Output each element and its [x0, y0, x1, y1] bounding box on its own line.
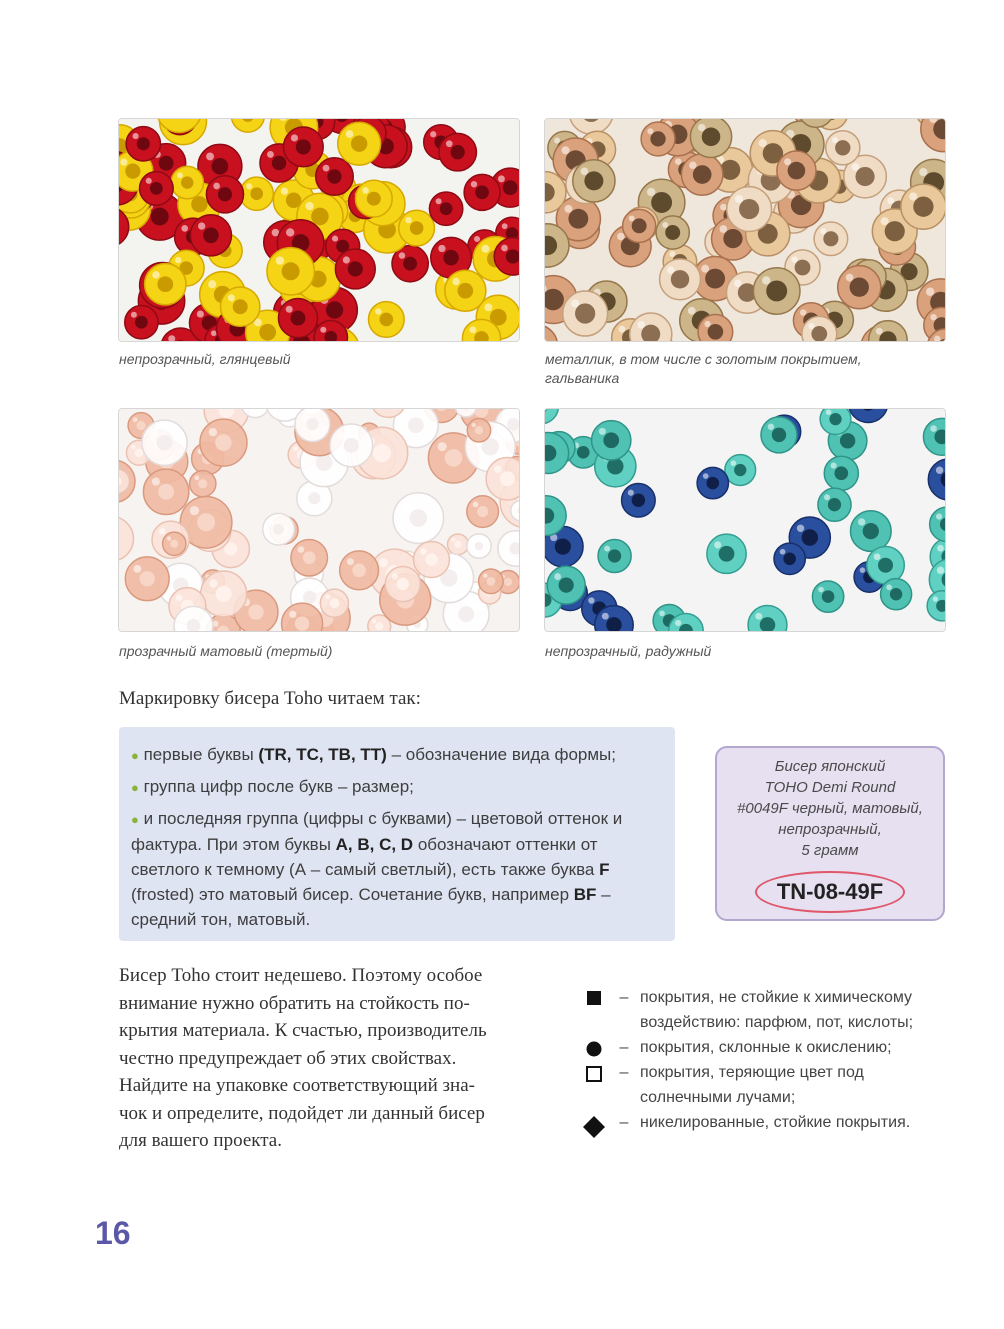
marking-rule-2	[131, 774, 657, 800]
filled-circle-icon	[586, 1041, 602, 1057]
page-number: 16	[95, 1215, 131, 1251]
intro-heading: Маркировку бисера Toho читаем так:	[119, 688, 421, 709]
label-line-3: #0049F черный, матовый,	[737, 800, 923, 817]
rule-3-text-c: обозначают оттенки от светлого к темному (А – самый светлый), есть также буква	[131, 835, 600, 879]
body-line-1: Бисер Toho стоит недешево. Поэтому особое	[119, 965, 483, 986]
legend-text: покрытия, склонные к окислению;	[640, 1039, 892, 1056]
body-line-3: крытия материала. К счастью, производитель	[119, 1020, 487, 1041]
toho-label-card	[715, 746, 945, 921]
legend-dash: –	[619, 1064, 629, 1081]
photo-opaque-glossy-beads	[118, 118, 520, 342]
marking-info-box	[119, 727, 675, 941]
rule-1-text-bold: (TR, TC, TB, TT)	[258, 745, 387, 764]
bullet-icon: ●	[131, 780, 139, 795]
legend-item	[580, 1035, 960, 1060]
rule-1-text-a: первые буквы	[143, 745, 259, 764]
photo-opaque-rainbow-beads	[544, 408, 946, 632]
legend-dash: –	[619, 1039, 629, 1056]
caption-metallic	[545, 350, 862, 388]
body-line-6: чок и определите, подойдет ли данный бисер	[119, 1102, 485, 1124]
caption-opaque-rainbow: непрозрачный, радужный	[545, 643, 712, 659]
legend-item	[580, 1110, 960, 1138]
marking-rule-3	[131, 806, 657, 932]
legend-item	[580, 1060, 960, 1110]
caption-metallic-line-1: металлик, в том числе с золотым покрытием,	[545, 351, 862, 367]
rule-3-text-a: и последняя группа (цифры с буквами) – цветовой оттенок и фактура. При этом буквы	[131, 809, 623, 854]
coating-legend	[580, 985, 960, 1138]
body-line-7: для вашего проекта.	[119, 1130, 282, 1151]
label-code: TN-08-49F	[755, 871, 905, 913]
legend-text: покрытия, теряющие цвет под солнечными лучами;	[640, 1064, 864, 1106]
marking-rule-1	[131, 742, 657, 768]
rule-2-text: группа цифр после букв – размер;	[143, 777, 414, 796]
bullet-icon: ●	[131, 748, 139, 763]
legend-text: покрытия, не стойкие к химическому воздействию: парфюм, пот, кислоты;	[640, 989, 914, 1031]
rule-3-text-d: F	[599, 860, 610, 879]
rule-3-text-b: A, B, C, D	[335, 835, 414, 854]
bullet-icon: ●	[131, 812, 139, 827]
body-line-4: честно предупреждает об этих свойствах.	[119, 1047, 457, 1069]
photo-transparent-matte-beads	[118, 408, 520, 632]
legend-dash: –	[619, 989, 629, 1006]
label-line-1: Бисер японский	[774, 758, 886, 775]
photo-metallic-beads	[544, 118, 946, 342]
legend-dash: –	[619, 1114, 629, 1131]
rule-3-text-g: – средний тон, матовый.	[131, 885, 611, 929]
label-line-2: TOHO Demi Round	[764, 779, 896, 796]
rule-3-text-e: (frosted) это матовый бисер. Сочетание букв, например	[131, 885, 574, 904]
label-line-4: непрозрачный,	[778, 821, 882, 838]
empty-square-icon	[586, 1066, 602, 1082]
rule-1-text-c: – обозначение вида формы;	[386, 745, 616, 764]
body-paragraph	[119, 962, 559, 1155]
filled-diamond-icon	[583, 1116, 605, 1138]
body-line-2: внимание нужно обратить на стойкость по-	[119, 992, 470, 1014]
caption-transparent-matte: прозрачный матовый (тертый)	[119, 643, 333, 659]
legend-item	[580, 985, 960, 1035]
body-line-5: Найдите на упаковке соответствующий зна-	[119, 1075, 475, 1096]
caption-metallic-line-2: гальваника	[545, 370, 620, 386]
label-line-5: 5 грамм	[801, 842, 859, 859]
filled-square-icon	[587, 991, 601, 1005]
legend-text: никелированные, стойкие покрытия.	[640, 1114, 911, 1131]
rule-3-text-f: BF	[573, 885, 597, 904]
caption-opaque-glossy: непрозрачный, глянцевый	[119, 351, 291, 367]
